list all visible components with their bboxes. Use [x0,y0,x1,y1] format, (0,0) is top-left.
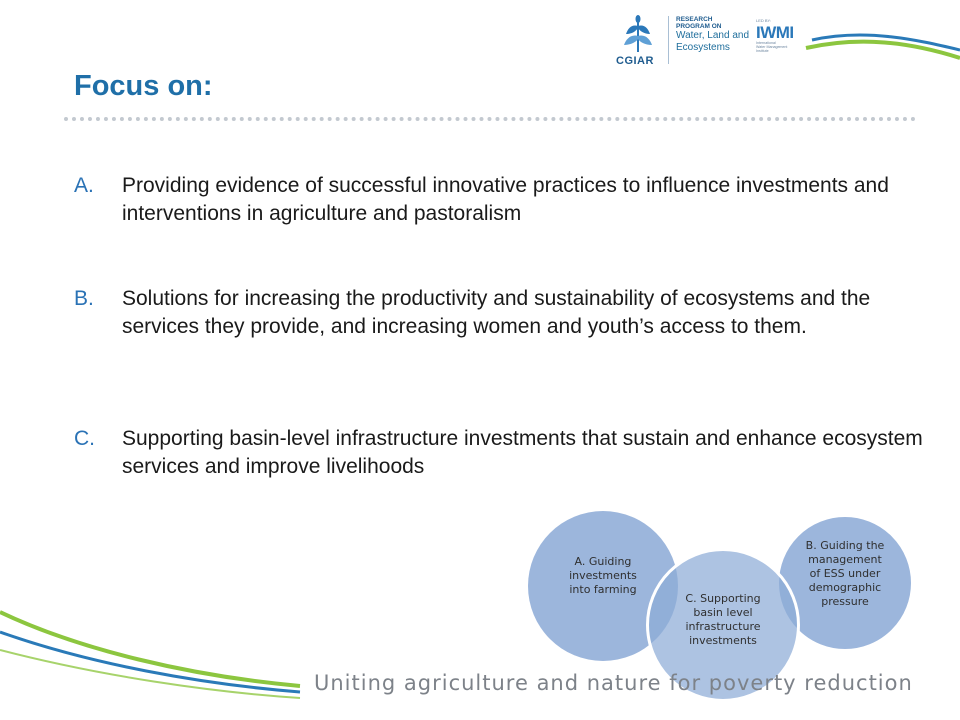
venn-circle-c-label [685,592,760,648]
slide-title: Focus on: [74,70,213,102]
venn-label-line: into farming [569,583,637,596]
venn-label-line: investments [569,569,637,582]
venn-label-line: management [808,553,882,566]
bottom-swoosh-green-2 [0,650,300,698]
list-item-letter: C. [74,427,95,450]
iwmi-led-by: LED BY: [756,18,772,23]
wheat-icon [618,14,658,54]
venn-label-line: A. Guiding [574,555,632,568]
venn-label-line: pressure [821,595,869,608]
venn-label-line: of ESS under [809,567,881,580]
wle-big-line: Ecosystems [676,42,730,53]
logo-divider [668,16,669,64]
venn-label-line: C. Supporting [685,592,761,605]
list-item [74,172,952,228]
venn-label-line: B. Guiding the [805,539,885,552]
cgiar-wordmark: CGIAR [616,55,654,67]
iwmi-subtitle: International [756,41,776,45]
venn-label-line: demographic [808,581,882,594]
list-item-letter: A. [74,174,94,197]
list-item-text: Supporting basin-level infrastructure investments that sustain and enhance ecosystem services and improve livelihoods [122,427,923,478]
list-item-letter: B. [74,287,94,310]
wle-small-line: RESEARCH [676,16,713,23]
list-item-text: Solutions for increasing the productivity and sustainability of ecosystems and the services they provide, and increasing women and youth’s access to them. [122,287,871,338]
footer-tagline: Uniting agriculture and nature for poverty reduction [314,671,913,695]
wle-small-line: PROGRAM ON [676,23,722,30]
iwmi-wordmark: IWMI [756,23,794,42]
cgiar-logo [608,14,668,70]
venn-circle-b-label [806,539,885,609]
wle-logo [676,16,756,54]
iwmi-subtitle: Institute [756,49,769,54]
iwmi-subtitle: Water Management [756,45,788,50]
venn-circle-a-label [569,555,637,597]
venn-label-line: infrastructure [685,620,761,633]
wle-big-line: Water, Land and [676,30,750,41]
list-item-text: Providing evidence of successful innovative practices to influence investments and interventions in agriculture and pastoralism [122,174,889,225]
bottom-swoosh-green [0,612,300,686]
venn-label-line: investments [689,634,757,647]
list-item [74,285,952,341]
iwmi-logo [756,18,816,64]
venn-label-line: basin level [693,606,753,619]
title-divider [64,117,916,121]
list-item [74,425,952,481]
